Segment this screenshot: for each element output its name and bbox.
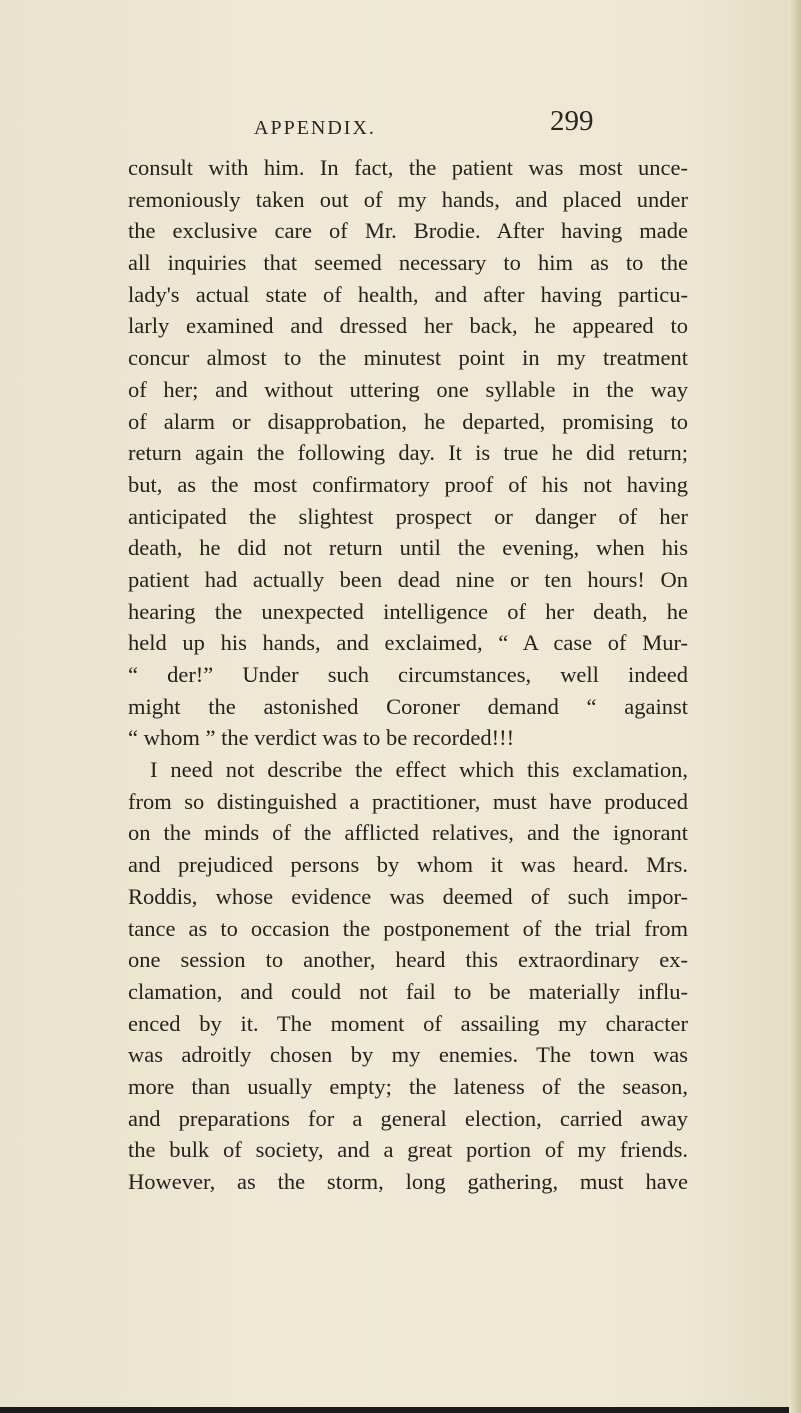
text-line: death, he did not return until the evening, when his <box>128 535 688 561</box>
text-line: Roddis, whose evidence was deemed of such impor- <box>128 883 688 909</box>
text-line: consult with him. In fact, the patient was most unce- <box>128 155 688 180</box>
text-line: tance as to occasion the postponement of the trial from <box>128 915 688 941</box>
text-line: return again the following day. It is true he did return; <box>128 440 688 466</box>
text-line: the bulk of society, and a great portion of my friends. <box>128 1137 688 1163</box>
text-line: on the minds of the afflicted relatives, and the ignorant <box>128 820 688 846</box>
text-line: However, as the storm, long gathering, must have <box>128 1169 688 1194</box>
text-line: all inquiries that seemed necessary to him as to the <box>128 250 688 276</box>
text-line: and prejudiced persons by whom it was heard. Mrs. <box>128 852 688 878</box>
text-line: held up his hands, and exclaimed, “ A case of Mur- <box>128 630 688 656</box>
text-line: concur almost to the minutest point in my treatment <box>128 345 688 371</box>
text-line: and preparations for a general election, carried away <box>128 1105 688 1131</box>
page-header <box>118 105 718 145</box>
text-line: might the astonished Coroner demand “ against <box>128 693 688 719</box>
text-line: hearing the unexpected intelligence of her death, he <box>128 598 688 624</box>
page-number: 299 <box>550 105 594 137</box>
text-line: remoniously taken out of my hands, and placed under <box>128 186 688 212</box>
text-line: clamation, and could not fail to be materially influ- <box>128 978 688 1004</box>
text-line: “ der!” Under such circumstances, well indeed <box>128 662 688 687</box>
text-line: but, as the most confirmatory proof of his not having <box>128 471 688 497</box>
body-text <box>128 152 688 1198</box>
text-line: from so distinguished a practitioner, must have produced <box>128 788 688 814</box>
text-line: “ whom ” the verdict was to be recorded!!! <box>128 725 515 751</box>
text-line: enced by it. The moment of assailing my character <box>128 1010 688 1036</box>
text-line: was adroitly chosen by my enemies. The town was <box>128 1042 688 1068</box>
text-line: lady's actual state of health, and after having particu- <box>128 281 688 307</box>
text-line: more than usually empty; the lateness of the season, <box>128 1073 688 1099</box>
text-line: the exclusive care of Mr. Brodie. After having made <box>128 218 688 244</box>
text-line: I need not describe the effect which this exclamation, <box>150 757 688 783</box>
text-line: one session to another, heard this extraordinary ex- <box>128 947 688 973</box>
text-line: of her; and without uttering one syllable in the way <box>128 376 688 402</box>
bottom-rule <box>0 1407 789 1413</box>
running-head: APPENDIX. <box>254 117 376 139</box>
text-line: larly examined and dressed her back, he appeared to <box>128 313 688 339</box>
text-line: anticipated the slightest prospect or danger of her <box>128 503 688 529</box>
page-edge <box>789 0 801 1413</box>
text-line: of alarm or disapprobation, he departed, promising to <box>128 408 688 434</box>
text-line: patient had actually been dead nine or ten hours! On <box>128 566 688 592</box>
